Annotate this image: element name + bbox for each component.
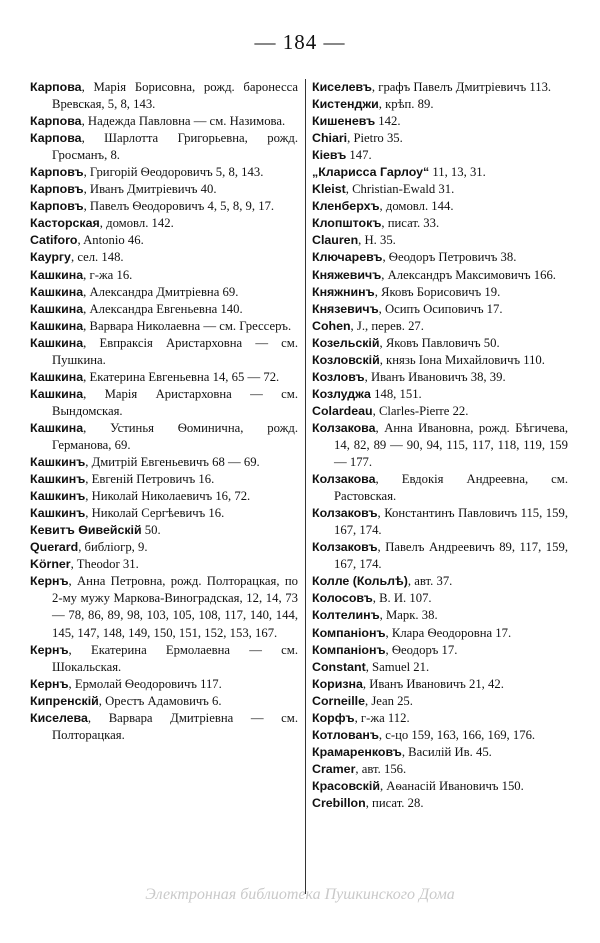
entry-text: , крѣп. 89. — [378, 97, 434, 112]
index-entry — [30, 573, 298, 641]
entry-headword: Constant — [312, 659, 366, 674]
entry-headword: Колзаковъ — [312, 540, 378, 555]
entry-text: 147. — [346, 148, 372, 163]
index-entry — [30, 335, 298, 369]
entry-text: , Анна Петровна, рожд. Полторацкая, по 2-му мужу Маркова-Виноградская, 12, 14, 73 — 78, 86, 89, 98, 103, 105, 108, 117, 140, 144, 145, 147, 148, 149, 150, 151, 152, 153, 167. — [52, 574, 298, 640]
entry-headword: Колзаковъ — [312, 506, 378, 521]
entry-text: , Григорій Ѳеодоровичъ 5, 8, 143. — [83, 165, 264, 180]
index-entry — [312, 403, 568, 420]
entry-text: , Александръ Максимовичъ 166. — [381, 267, 556, 282]
entry-headword: Козлуджа — [312, 386, 371, 401]
entry-headword: Кишеневъ — [312, 114, 376, 129]
entry-text: , Екатерина Ермолаевна — см. Шокальская. — [52, 642, 298, 674]
entry-text: , Дмитрій Евгеньевичъ 68 — 69. — [85, 455, 260, 470]
index-entry — [30, 164, 298, 181]
index-entry — [312, 539, 568, 573]
index-entry — [312, 369, 568, 386]
index-entry — [30, 369, 298, 386]
entry-text: , Аѳанасій Ивановичъ 150. — [379, 778, 524, 793]
entry-text: , домовл. 144. — [379, 199, 454, 214]
entry-text: , писат. 28. — [365, 795, 424, 810]
entry-text: , Евдокія Андреевна, см. Растовская. — [334, 472, 568, 504]
entry-text: , Осипъ Осиповичъ 17. — [378, 301, 503, 316]
entry-headword: Кашкинъ — [30, 506, 86, 521]
index-entry — [312, 778, 568, 795]
index-entry — [30, 284, 298, 301]
index-entry — [312, 301, 568, 318]
entry-headword: Кашкина — [30, 369, 84, 384]
entry-headword: Кленберхъ — [312, 199, 380, 214]
entry-headword: Княжнинъ — [312, 284, 375, 299]
index-entry — [30, 693, 298, 710]
index-entry — [312, 318, 568, 335]
index-entry — [30, 232, 298, 249]
entry-headword: Кернъ — [30, 676, 69, 691]
entry-headword: Корфъ — [312, 710, 355, 725]
entry-text: , Евпраксія Аристарховна — см. Пушкина. — [52, 335, 298, 367]
entry-text: , Ѳеодоръ Петровичъ 38. — [382, 250, 517, 265]
entry-headword: Козловскій — [312, 352, 380, 367]
entry-headword: Киселева — [30, 710, 88, 725]
index-entry — [312, 113, 568, 130]
entry-text: , Варвара Дмитріевна — см. Полторацкая. — [52, 710, 298, 742]
entry-text: , В. И. 107. — [372, 591, 432, 606]
entry-headword: Клопштокъ — [312, 216, 382, 231]
entry-headword: Колзакова — [312, 472, 376, 487]
index-entry — [30, 488, 298, 505]
entry-headword: Карповъ — [30, 199, 84, 214]
entry-text: , Николай Сергѣевичъ 16. — [85, 506, 225, 521]
entry-headword: Колзакова — [312, 420, 376, 435]
entry-headword: Крамаренковъ — [312, 744, 402, 759]
entry-headword: Колосовъ — [312, 591, 373, 606]
entry-headword: Ключаревъ — [312, 250, 383, 265]
index-entry — [312, 625, 568, 642]
index-entry — [30, 215, 298, 232]
entry-text: , Pietro 35. — [347, 131, 403, 146]
entry-headword: Corneille — [312, 693, 366, 708]
entry-text: , графъ Павелъ Дмитріевичъ 113. — [371, 80, 552, 94]
entry-text: , Шарлотта Григорьевна, рожд. Гросманъ, 8. — [52, 131, 298, 163]
entry-headword: Querard — [30, 540, 79, 555]
index-column-right — [312, 79, 568, 812]
entry-text: , J., перев. 27. — [350, 318, 424, 333]
entry-text: , Павелъ Андреевичъ 89, 117, 159, 167, 174. — [334, 540, 568, 572]
entry-text: 148, 151. — [370, 386, 422, 401]
entry-headword: Киселевъ — [312, 80, 372, 94]
index-entry — [312, 607, 568, 624]
entry-text: , Константинъ Павловичъ 115, 159, 167, 174. — [334, 506, 568, 538]
entry-headword: Княжевичъ — [312, 267, 382, 282]
entry-text: , Antonio 46. — [77, 233, 144, 248]
entry-headword: Chiari — [312, 131, 348, 146]
entry-text: , князь Іона Михайловичъ 110. — [379, 352, 545, 367]
entry-text: , г-жа 112. — [354, 710, 410, 725]
index-entry — [312, 744, 568, 761]
index-entry — [312, 249, 568, 266]
entry-headword: Clauren — [312, 233, 359, 248]
entry-headword: Catiforo — [30, 233, 78, 248]
index-entry — [312, 198, 568, 215]
entry-headword: Кернъ — [30, 574, 69, 589]
entry-text: , г-жа 16. — [83, 267, 133, 282]
index-entry — [312, 147, 568, 164]
entry-text: 50. — [141, 523, 161, 538]
entry-text: , Иванъ Ивановичъ 21, 42. — [362, 676, 504, 691]
entry-text: , Николай Николаевичъ 16, 72. — [85, 489, 251, 504]
entry-text: , Theodor 31. — [70, 557, 139, 572]
entry-headword: Kleist — [312, 182, 346, 197]
index-entry — [312, 420, 568, 471]
entry-text: , с-цо 159, 163, 166, 169, 176. — [378, 727, 536, 742]
index-entry — [30, 267, 298, 284]
index-entry — [312, 761, 568, 778]
entry-text: , авт. 37. — [407, 574, 453, 589]
entry-headword: Компаніонъ — [312, 642, 386, 657]
index-entry — [312, 215, 568, 232]
entry-text: , авт. 156. — [355, 761, 407, 776]
index-entry — [30, 181, 298, 198]
entry-text: , Екатерина Евгеньевна 14, 65 — 72. — [83, 369, 280, 384]
index-entry — [30, 79, 298, 113]
index-entry — [30, 301, 298, 318]
index-entry — [312, 130, 568, 147]
index-entry — [30, 130, 298, 164]
entry-headword: Кашкина — [30, 318, 84, 333]
entry-text: , Орестъ Адамовичъ 6. — [98, 693, 222, 708]
index-entry — [312, 96, 568, 113]
entry-headword: Карповъ — [30, 165, 84, 180]
index-entry — [30, 198, 298, 215]
index-entry — [312, 573, 568, 590]
entry-text: , Евгеній Петровичъ 16. — [85, 472, 215, 487]
entry-headword: Карпова — [30, 114, 82, 129]
index-entry — [30, 710, 298, 744]
entry-headword: Котлованъ — [312, 727, 379, 742]
entry-headword: Коризна — [312, 676, 363, 691]
entry-headword: Colardeau — [312, 403, 373, 418]
index-entry — [312, 335, 568, 352]
entry-text: , Christian-Ewald 31. — [345, 182, 455, 197]
index-entry — [312, 676, 568, 693]
entry-headword: Карповъ — [30, 182, 84, 197]
entry-text: , Иванъ Дмитріевичъ 40. — [83, 182, 217, 197]
entry-headword: Cramer — [312, 761, 356, 776]
entry-headword: Карпова — [30, 80, 82, 94]
entry-text: , Марк. 38. — [379, 608, 438, 623]
entry-text: , Варвара Николаевна — см. Грессеръ. — [83, 318, 292, 333]
entry-headword: Князевичъ — [312, 301, 379, 316]
index-entry — [312, 710, 568, 727]
entry-headword: Козельскій — [312, 335, 380, 350]
index-entry — [30, 386, 298, 420]
index-entry — [30, 505, 298, 522]
entry-headword: Кашкинъ — [30, 472, 86, 487]
index-entry — [312, 267, 568, 284]
entry-text: , H. 35. — [358, 233, 396, 248]
entry-text: , Александра Дмитріевна 69. — [83, 284, 239, 299]
entry-text: , Марія Аристарховна — см. Вындомская. — [52, 386, 298, 418]
index-entry — [30, 318, 298, 335]
index-entry — [312, 386, 568, 403]
index-entry — [312, 181, 568, 198]
library-watermark: Электронная библиотека Пушкинского Дома — [145, 886, 455, 903]
index-entry — [30, 249, 298, 266]
entry-text: , Надежда Павловна — см. Назимова. — [81, 114, 286, 129]
entry-text: , библіогр, 9. — [78, 540, 148, 555]
index-entry — [312, 164, 568, 181]
entry-text: , Яковъ Борисовичъ 19. — [374, 284, 501, 299]
entry-headword: Crebillon — [312, 795, 366, 810]
index-entry — [312, 232, 568, 249]
index-entry — [30, 676, 298, 693]
entry-headword: Кашкинъ — [30, 489, 86, 504]
index-column-left — [30, 79, 306, 894]
entry-headword: Красовскій — [312, 778, 380, 793]
entry-headword: Кашкина — [30, 267, 84, 282]
entry-text: , Яковъ Павловичъ 50. — [379, 335, 500, 350]
entry-text: , Jean 25. — [365, 693, 413, 708]
index-entry — [312, 693, 568, 710]
index-entry — [30, 471, 298, 488]
index-entry — [30, 539, 298, 556]
entry-text: , писат. 33. — [381, 216, 440, 231]
entry-headword: Cohen — [312, 318, 351, 333]
index-entry — [312, 642, 568, 659]
entry-text: 11, 13, 31. — [429, 165, 486, 180]
entry-headword: Компаніонъ — [312, 625, 386, 640]
index-entry — [312, 79, 568, 96]
entry-headword: Колтелинъ — [312, 608, 380, 623]
entry-headword: Körner — [30, 557, 71, 572]
entry-text: , Марія Борисовна, рожд. баронесса Вревская, 5, 8, 143. — [52, 80, 298, 112]
index-entry — [312, 284, 568, 301]
entry-text: , домовл. 142. — [99, 216, 174, 231]
entry-headword: Кашкинъ — [30, 455, 86, 470]
entry-headword: Колле (Кольлѣ) — [312, 574, 408, 589]
entry-text: , Анна Ивановна, рожд. Бѣгичева, 14, 82, 89 — 90, 94, 115, 117, 118, 119, 159 — 177. — [334, 420, 568, 470]
index-entry — [30, 642, 298, 676]
index-entry — [312, 795, 568, 812]
index-entry — [30, 113, 298, 130]
entry-headword: Карпова — [30, 131, 82, 146]
entry-text: , Устинья Ѳоминична, рожд. Германова, 69. — [52, 420, 298, 452]
entry-headword: Кистенджи — [312, 97, 379, 112]
page-number: — 184 — — [254, 30, 346, 54]
entry-headword: „Кларисса Гарлоу“ — [312, 165, 430, 180]
entry-text: , Василій Ив. 45. — [401, 744, 492, 759]
entry-headword: Кашкина — [30, 301, 84, 316]
entry-headword: Кернъ — [30, 642, 69, 657]
entry-text: , Иванъ Ивановичъ 38, 39. — [364, 369, 506, 384]
entry-headword: Кашкина — [30, 420, 84, 435]
index-entry — [30, 454, 298, 471]
entry-text: , Samuel 21. — [365, 659, 430, 674]
index-entry — [312, 727, 568, 744]
index-entry — [312, 590, 568, 607]
index-entry — [30, 420, 298, 454]
index-entry — [312, 505, 568, 539]
entry-text: , сел. 148. — [70, 250, 124, 265]
index-entry — [312, 352, 568, 369]
entry-text: , Ермолай Ѳеодоровичъ 117. — [68, 676, 222, 691]
entry-headword: Каургу — [30, 250, 71, 265]
entry-headword: Кипренскій — [30, 693, 99, 708]
entry-text: , Клара Ѳеодоровна 17. — [385, 625, 512, 640]
entry-text: 142. — [375, 114, 401, 129]
index-entry — [312, 659, 568, 676]
index-entry — [30, 556, 298, 573]
entry-headword: Кашкина — [30, 284, 84, 299]
entry-headword: Касторская — [30, 216, 100, 231]
index-entry — [30, 522, 298, 539]
index-entry — [312, 471, 568, 505]
entry-text: , Павелъ Ѳеодоровичъ 4, 5, 8, 9, 17. — [83, 199, 275, 214]
entry-headword: Кевитъ Ѳивейскій — [30, 523, 142, 538]
entry-text: , Clarles-Pierre 22. — [372, 403, 469, 418]
entry-headword: Кашкина — [30, 386, 84, 401]
entry-text: , Александра Евгеньевна 140. — [83, 301, 243, 316]
entry-headword: Кашкина — [30, 335, 84, 350]
entry-text: , Ѳеодоръ 17. — [385, 642, 458, 657]
entry-headword: Козловъ — [312, 369, 365, 384]
entry-headword: Кіевъ — [312, 148, 347, 163]
